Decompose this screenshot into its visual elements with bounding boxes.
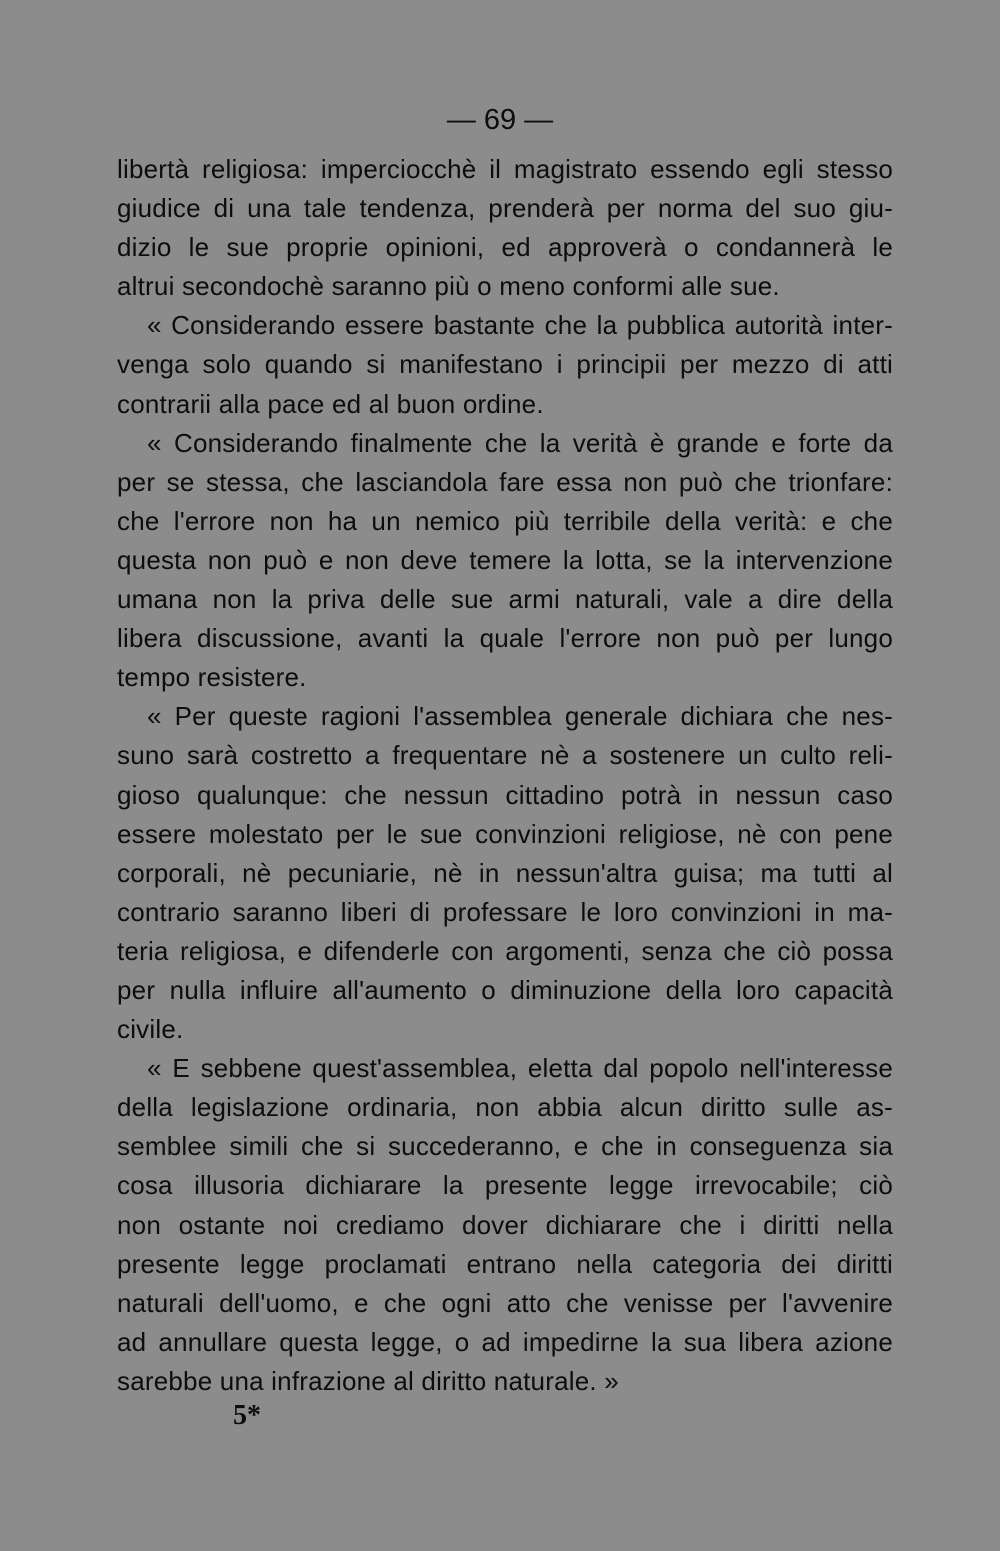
text-line: dizio le sue proprie opinioni, ed approverà o condannerà le: [117, 232, 893, 263]
text-line: civile.: [117, 1014, 184, 1045]
text-line: semblee simili che si succederanno, e che in conseguenza sia: [117, 1131, 893, 1162]
text-line: tempo resistere.: [117, 662, 307, 693]
text-line: venga solo quando si manifestano i principii per mezzo di atti: [117, 349, 893, 380]
signature-mark: 5*: [233, 1400, 261, 1431]
page-number: — 69 —: [446, 104, 554, 136]
body-text: [117, 150, 893, 1401]
text-line: libera discussione, avanti la quale l'errore non può per lungo: [117, 623, 893, 654]
paragraph-start-line: « E sebbene quest'assemblea, eletta dal popolo nell'interesse: [147, 1053, 893, 1084]
text-line: sarebbe una infrazione al diritto naturale. »: [117, 1365, 619, 1396]
text-line: naturali dell'uomo, e che ogni atto che venisse per l'avvenire: [117, 1287, 893, 1318]
text-line: gioso qualunque: che nessun cittadino potrà in nessun caso: [117, 779, 893, 810]
text-line: suno sarà costretto a frequentare nè a sostenere un culto reli-: [117, 740, 893, 771]
text-line: umana non la priva delle sue armi naturali, vale a dire della: [117, 584, 893, 615]
paragraph-start-line: « Per queste ragioni l'assemblea generale dichiara che nes-: [147, 701, 893, 732]
text-line: corporali, nè pecuniarie, nè in nessun'altra guisa; ma tutti al: [117, 857, 893, 888]
text-line: essere molestato per le sue convinzioni religiose, nè con pene: [117, 818, 893, 849]
text-line: ad annullare questa legge, o ad impedirne la sua libera azione: [117, 1326, 893, 1357]
text-line: teria religiosa, e difenderle con argomenti, senza che ciò possa: [117, 935, 893, 966]
text-line: cosa illusoria dichiarare la presente legge irrevocabile; ciò: [117, 1170, 893, 1201]
paragraph-start-line: « Considerando essere bastante che la pubblica autorità inter-: [147, 310, 893, 341]
text-line: libertà religiosa: imperciocchè il magistrato essendo egli stesso: [117, 154, 893, 184]
paragraph-start-line: « Considerando finalmente che la verità è grande e forte da: [147, 427, 893, 458]
text-line: presente legge proclamati entrano nella categoria dei diritti: [117, 1248, 893, 1279]
text-line: per nulla influire all'aumento o diminuzione della loro capacità: [117, 974, 893, 1005]
text-line: non ostante noi crediamo dover dichiarare che i diritti nella: [117, 1209, 893, 1240]
text-line: contrarii alla pace ed al buon ordine.: [117, 388, 544, 419]
text-line: altrui secondochè saranno più o meno conformi alle sue.: [117, 271, 780, 302]
text-line: della legislazione ordinaria, non abbia alcun diritto sulle as-: [117, 1092, 893, 1123]
text-line: giudice di una tale tendenza, prenderà per norma del suo giu-: [117, 193, 893, 224]
text-line: che l'errore non ha un nemico più terribile della verità: e che: [117, 505, 893, 536]
text-line: contrario saranno liberi di professare le loro convinzioni in ma-: [117, 896, 893, 927]
text-line: questa non può e non deve temere la lotta, se la intervenzione: [117, 544, 893, 575]
text-line: per se stessa, che lasciandola fare essa non può che trionfare:: [117, 466, 893, 497]
